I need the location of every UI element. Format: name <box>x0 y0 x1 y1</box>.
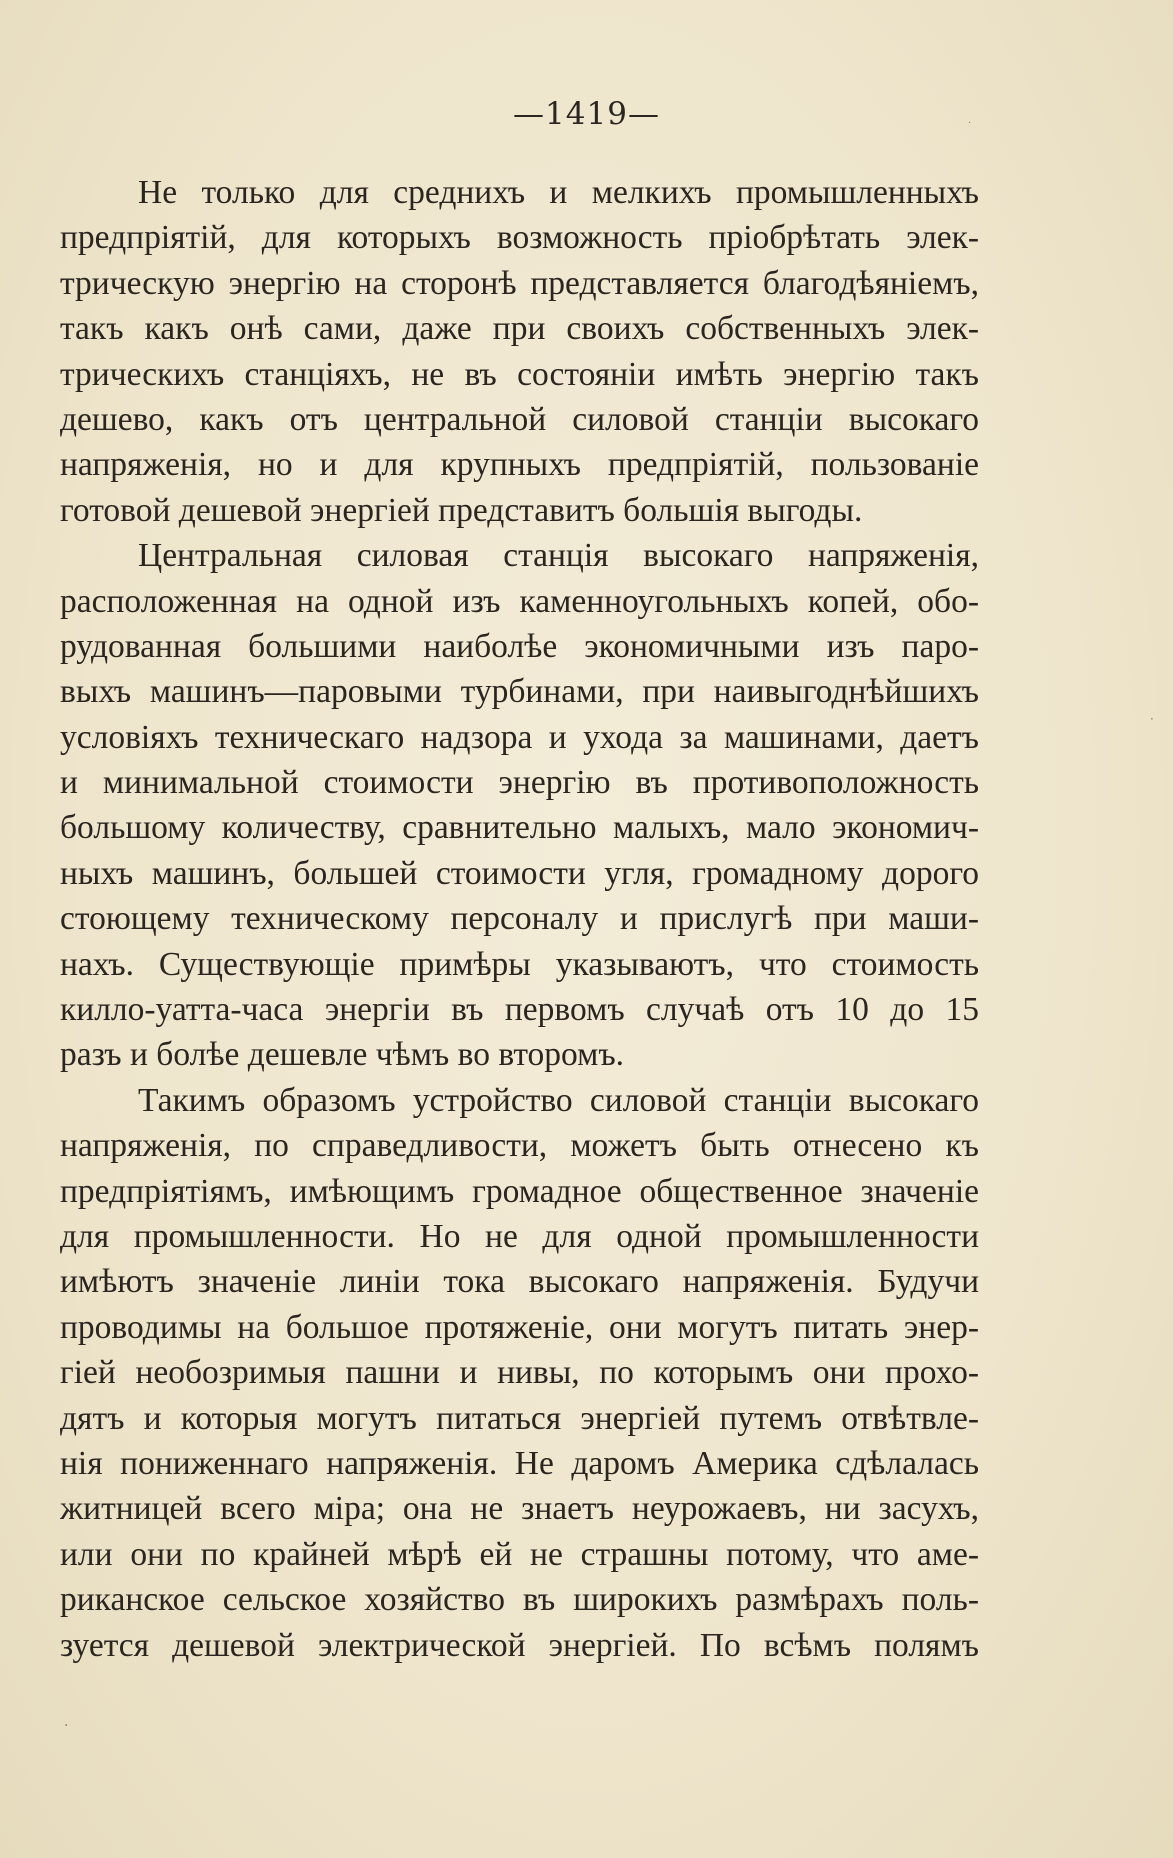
text-line: килло-уатта-часа энергіи въ первомъ случаѣ отъ 10 до 15 <box>60 991 979 1029</box>
text-line: напряженія, по справедливости, можетъ быть отнесено къ <box>60 1127 979 1165</box>
text-line: Не только для среднихъ и мелкихъ промышленныхъ <box>138 174 979 211</box>
text-line: большому количеству, сравнительно малыхъ, мало экономич- <box>60 809 979 847</box>
body-text <box>60 170 979 1668</box>
text-line: разъ и болѣе дешевле чѣмъ во второмъ. <box>60 1036 625 1074</box>
text-line: готовой дешевой энергіей представитъ большія выгоды. <box>60 491 863 529</box>
text-line: такъ какъ онѣ сами, даже при своихъ собственныхъ элек- <box>60 310 979 348</box>
text-line: расположенная на одной изъ каменноугольныхъ копей, обо- <box>60 582 979 620</box>
text-line: нія пониженнаго напряженія. Не даромъ Америка сдѣлалась <box>60 1444 979 1482</box>
text-line: условіяхъ техническаго надзора и ухода за машинами, даетъ <box>60 718 979 756</box>
text-line: имѣютъ значеніе линіи тока высокаго напряженія. Будучи <box>60 1263 979 1301</box>
page-number: —1419— <box>513 96 660 132</box>
text-line: напряженія, но и для крупныхъ предпріятій, пользованіе <box>60 446 979 484</box>
text-line: или они по крайней мѣрѣ ей не страшны потому, что аме- <box>60 1535 979 1573</box>
text-line: предпріятій, для которыхъ возможность пріобрѣтать элек- <box>60 219 979 257</box>
text-line: нахъ. Существующіе примѣры указываютъ, что стоимость <box>60 945 979 983</box>
text-line: рудованная большими наиболѣе экономичными изъ паро- <box>60 627 979 665</box>
text-line: выхъ машинъ—паровыми турбинами, при наивыгоднѣйшихъ <box>60 673 979 711</box>
text-line: трическую энергію на сторонѣ представляется благодѣяніемъ, <box>60 264 979 302</box>
text-line: ныхъ машинъ, большей стоимости угля, громадному дорого <box>60 854 979 892</box>
text-line: дешево, какъ отъ центральной силовой станціи высокаго <box>60 400 979 438</box>
text-line: житницей всего міра; она не знаетъ неурожаевъ, ни засухъ, <box>60 1490 979 1528</box>
text-line: и минимальной стоимости энергію въ противоположность <box>60 764 979 802</box>
text-line: Такимъ образомъ устройство силовой станціи высокаго <box>138 1081 979 1119</box>
scan-speck: · <box>1150 712 1154 726</box>
text-line: трическихъ станціяхъ, не въ состояніи имѣть энергію такъ <box>60 355 979 393</box>
text-line: Центральная силовая станція высокаго напряженія, <box>138 537 979 575</box>
text-line: предпріятіямъ, имѣющимъ громадное общественное значеніе <box>60 1172 979 1210</box>
text-line: риканское сельское хозяйство въ широкихъ размѣрахъ поль- <box>60 1581 979 1619</box>
text-line: гіей необозримыя пашни и нивы, по которымъ они прохо- <box>60 1354 979 1392</box>
text-line: проводимы на большое протяженіе, они могутъ питать энер- <box>60 1308 979 1346</box>
scan-speck: · <box>64 1718 69 1734</box>
scan-speck: · <box>968 118 972 129</box>
text-line: для промышленности. Но не для одной промышленности <box>60 1217 979 1255</box>
text-line: зуется дешевой электрической энергіей. По всѣмъ полямъ <box>60 1626 979 1664</box>
text-line: стоющему техническому персоналу и прислугѣ при маши- <box>60 900 979 938</box>
text-line: дятъ и которыя могутъ питаться энергіей путемъ отвѣтвле- <box>60 1399 979 1437</box>
